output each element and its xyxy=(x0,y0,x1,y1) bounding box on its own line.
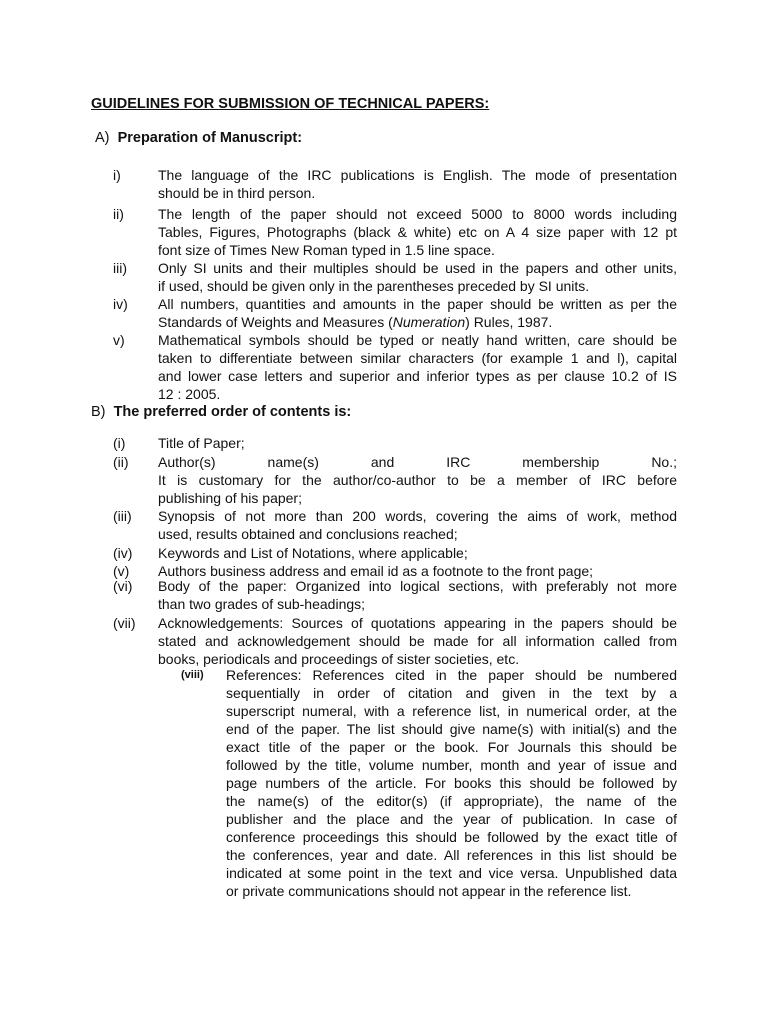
text-line: sequentially in order of citation and given in the text by a xyxy=(226,685,677,701)
list-item-text xyxy=(158,434,677,452)
section-b-title: The preferred order of contents is: xyxy=(113,404,352,420)
list-item-number: iii) xyxy=(113,260,127,276)
text-line: Tables, Figures, Photographs (black & white) etc on A 4 size paper with 12 pt xyxy=(158,224,677,240)
list-item-number: (i) xyxy=(113,435,126,451)
text-line: indicated at some point in the text and vice versa. Unpublished data xyxy=(226,865,677,881)
text-line: Only SI units and their multiples should be used in the papers and other units, xyxy=(158,260,677,276)
text-line: Synopsis of not more than 200 words, covering the aims of work, method xyxy=(158,508,677,524)
text-line: conference proceedings this should be followed by the exact title of xyxy=(226,829,677,845)
text-line: All numbers, quantities and amounts in the paper should be written as per the xyxy=(158,296,677,312)
text-line: taken to differentiate between similar characters (for example 1 and l), capital xyxy=(158,350,677,366)
text-line: Author(s) name(s) and IRC membership No.; xyxy=(158,454,677,470)
text-line: font size of Times New Roman typed in 1.5 line space. xyxy=(158,242,495,258)
text-line: if used, should be given only in the parentheses preceded by SI units. xyxy=(158,278,590,294)
section-a-heading xyxy=(95,130,302,146)
list-item-text xyxy=(158,295,677,331)
list-item-number: (viii) xyxy=(181,669,204,681)
text-line: The length of the paper should not exceed 5000 to 8000 words including xyxy=(158,206,677,222)
text-line: publisher and the place and the year of publication. In case of xyxy=(226,811,677,827)
list-item-text xyxy=(158,577,677,613)
list-item-text xyxy=(158,507,677,543)
text-line: the name(s) of the editor(s) (if appropriate), the name of the xyxy=(226,793,677,809)
text-line: Title of Paper; xyxy=(158,435,245,451)
text-line: than two grades of sub-headings; xyxy=(158,596,366,612)
text-line: page numbers of the article. For books this should be followed by xyxy=(226,775,677,791)
list-item-number: ii) xyxy=(113,206,124,222)
list-item-text xyxy=(226,666,677,900)
text-line: the conferences, year and date. All references in this list should be xyxy=(226,847,677,863)
text-line: Authors business address and email id as a footnote to the front page; xyxy=(158,563,594,579)
text-line: books, periodicals and proceedings of sister societies, etc. xyxy=(158,651,520,667)
text-line: used, results obtained and conclusions reached; xyxy=(158,526,458,542)
text-line: The language of the IRC publications is English. The mode of presentation xyxy=(158,167,677,183)
text-line: Body of the paper: Organized into logical sections, with preferably not more xyxy=(158,578,677,594)
section-a-label: A) xyxy=(95,130,110,146)
text-line: or private communications should not appear in the reference list. xyxy=(226,883,632,899)
list-item-number: i) xyxy=(113,167,121,183)
list-item-text xyxy=(158,259,677,295)
list-item-number: iv) xyxy=(113,296,128,312)
text-line: Keywords and List of Notations, where applicable; xyxy=(158,545,468,561)
text-line: Acknowledgements: Sources of quotations appearing in the papers should be xyxy=(158,615,677,631)
document-title: GUIDELINES FOR SUBMISSION OF TECHNICAL PAPERS: xyxy=(91,96,490,112)
section-b-label: B) xyxy=(91,404,106,420)
list-item-text xyxy=(158,166,677,202)
list-item-text xyxy=(158,614,677,668)
list-item-text xyxy=(158,205,677,259)
list-item-text xyxy=(158,544,677,562)
list-item-number: (v) xyxy=(113,563,130,579)
text-line: stated and acknowledgement should be made for all information called from xyxy=(158,633,677,649)
list-item-number: (vi) xyxy=(113,578,133,594)
text-line: Mathematical symbols should be typed or neatly hand written, care should be xyxy=(158,332,677,348)
list-item-text xyxy=(158,331,677,403)
list-item-number: (iv) xyxy=(113,545,133,561)
text-line: References: References cited in the paper should be numbered xyxy=(226,667,677,683)
list-item-number: (iii) xyxy=(113,508,132,524)
list-item-text xyxy=(158,453,677,507)
text-line: followed by the title, volume number, month and year of issue and xyxy=(226,757,677,773)
text-line: publishing of his paper; xyxy=(158,490,302,506)
text-line: superscript numeral, with a reference list, in numerical order, at the xyxy=(226,703,677,719)
section-b-heading xyxy=(91,404,351,420)
list-item-number: (vii) xyxy=(113,615,136,631)
text-line: It is customary for the author/co-author to be a member of IRC before xyxy=(158,472,677,488)
text-line: and lower case letters and superior and inferior types as per clause 10.2 of IS xyxy=(158,368,677,384)
text-line: end of the paper. The list should give name(s) with initial(s) and the xyxy=(226,721,677,737)
text-line: exact title of the paper or the book. For Journals this should be xyxy=(226,739,677,755)
text-line: 12 : 2005. xyxy=(158,386,221,402)
list-item-number: v) xyxy=(113,332,125,348)
text-line: should be in third person. xyxy=(158,185,316,201)
text-line: Standards of Weights and Measures (Numeration) Rules, 1987. xyxy=(158,314,553,330)
list-item-number: (ii) xyxy=(113,454,129,470)
section-a-title: Preparation of Manuscript: xyxy=(117,130,303,146)
